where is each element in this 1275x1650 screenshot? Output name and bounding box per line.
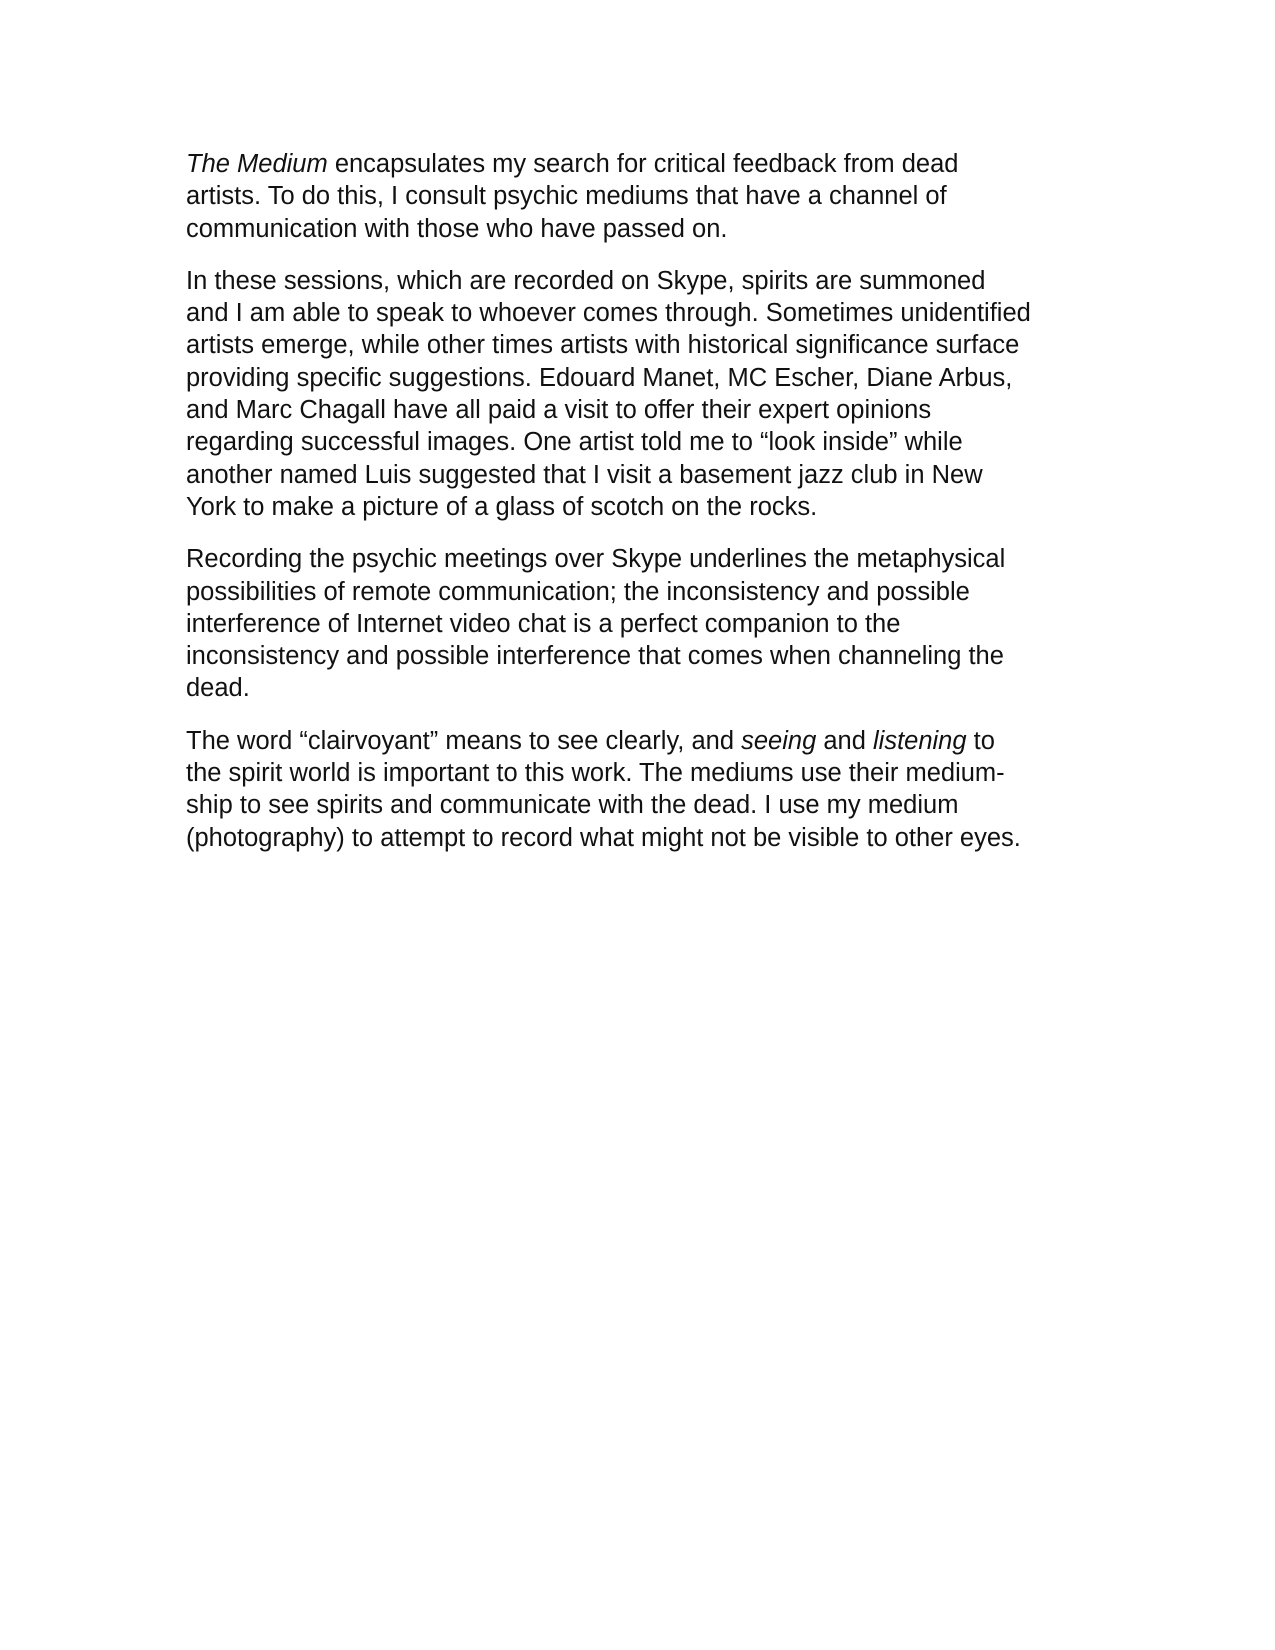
paragraph-3-line-2: possibilities of remote communication; the inconsistency and possible (186, 577, 970, 606)
emphasis-listening: listening (872, 726, 967, 755)
paragraph-2-line-6: regarding successful images. One artist told me to “look inside” while (186, 428, 963, 457)
paragraph-3 (186, 543, 1086, 704)
emphasis-seeing: seeing (741, 726, 817, 755)
paragraph-1-line-2: artists. To do this, I consult psychic mediums that have a channel of (186, 182, 947, 211)
title-the-medium: The Medium (186, 150, 328, 178)
paragraph-4 (186, 725, 1086, 854)
paragraph-2-line-5: and Marc Chagall have all paid a visit to offer their expert opinions (186, 396, 932, 425)
paragraph-3-line-3: interference of Internet video chat is a perfect companion to the (186, 609, 901, 638)
paragraph-2-line-7: another named Luis suggested that I visit a basement jazz club in New (186, 460, 983, 489)
paragraph-2-line-8: York to make a picture of a glass of scotch on the rocks. (186, 492, 818, 521)
paragraph-2-line-4: providing specific suggestions. Edouard Manet, MC Escher, Diane Arbus, (186, 363, 1013, 392)
paragraph-2-line-1: In these sessions, which are recorded on Skype, spirits are summoned (186, 266, 986, 295)
paragraph-1-line-1: The Medium encapsulates my search for critical feedback from dead (186, 150, 959, 178)
paragraph-2-line-3: artists emerge, while other times artists with historical significance surface (186, 331, 1020, 360)
paragraph-3-line-5: dead. (186, 674, 250, 703)
artist-statement (186, 148, 1086, 874)
paragraph-2-line-2: and I am able to speak to whoever comes through. Sometimes unidentified (186, 299, 1031, 328)
paragraph-4-line-1: The word “clairvoyant” means to see clearly, and seeing and listening to (186, 726, 995, 755)
paragraph-3-line-1: Recording the psychic meetings over Skype underlines the metaphysical (186, 545, 1006, 574)
paragraph-2 (186, 265, 1086, 523)
paragraph-3-line-4: inconsistency and possible interference that comes when channeling the (186, 642, 1004, 671)
paragraph-1 (186, 148, 1086, 245)
paragraph-4-line-4: (photography) to attempt to record what might not be visible to other eyes. (186, 823, 1021, 852)
paragraph-4-line-3: ship to see spirits and communicate with the dead. I use my medium (186, 791, 959, 820)
paragraph-4-line-2: the spirit world is important to this work. The mediums use their medium- (186, 759, 1005, 788)
paragraph-1-line-3: communication with those who have passed on. (186, 214, 728, 243)
